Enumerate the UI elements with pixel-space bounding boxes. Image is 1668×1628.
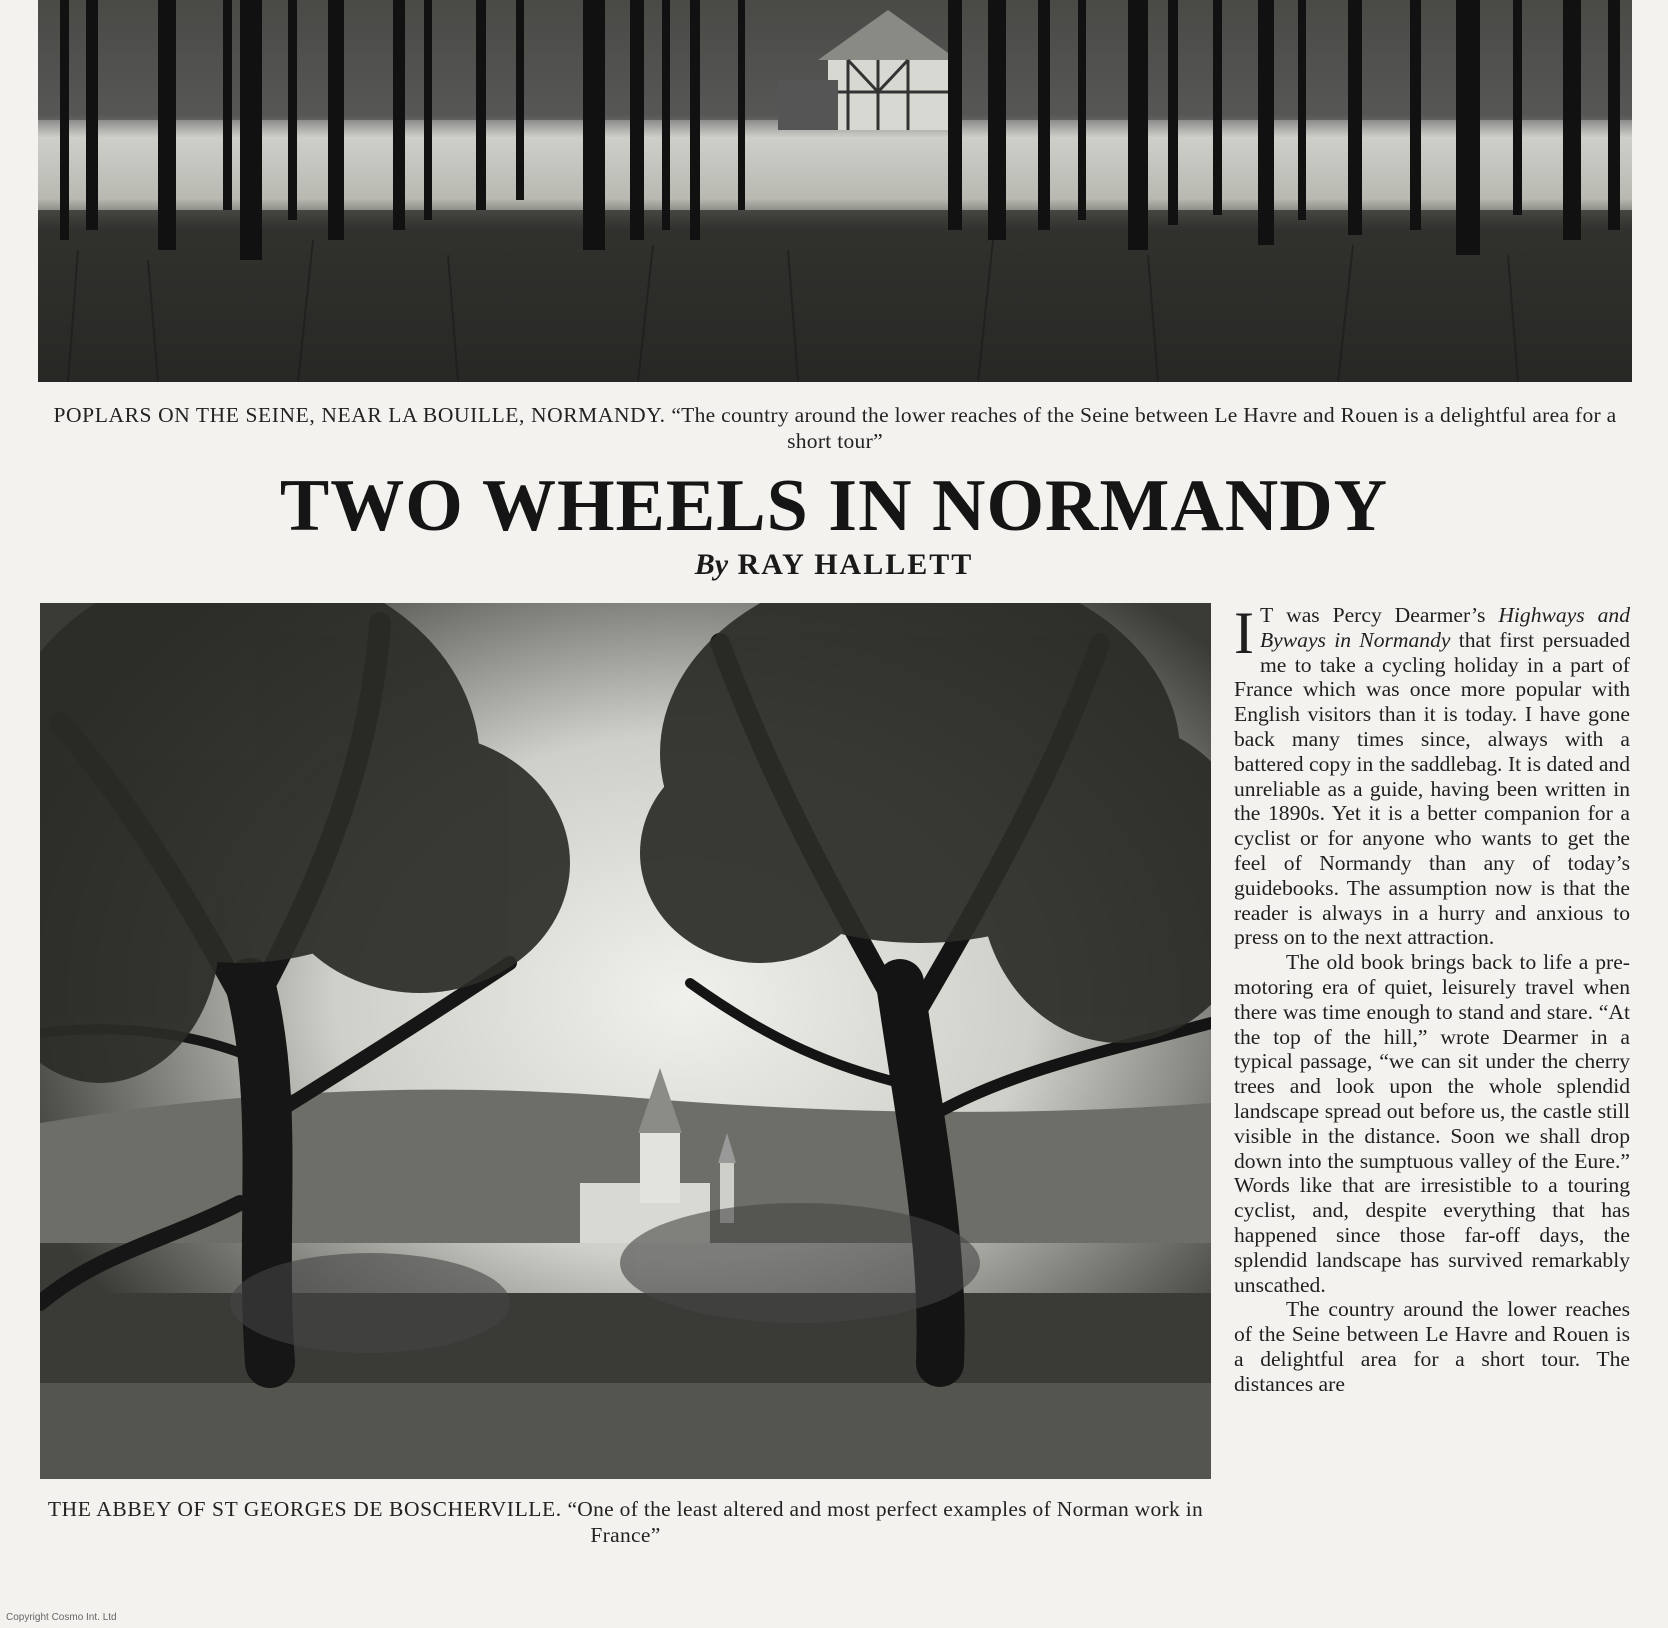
article-paragraph: The old book brings back to life a pre-motoring era of quiet, leisurely travel when there was time enough to stand and stare. “At the top of the hill,” wrote Dearmer in a typical passage, “we can sit under the cherry trees and look upon the whole splendid landscape spread out before us, the castle still visible in the distance. Soon we shall drop down into the sumptuous valley of the Eure.” Words like that are irresistible to a touring cyclist, and, despite everything that has happened since those far-off days, the splendid landscape has survived remarkably unscathed. <box>1234 950 1630 1297</box>
book-title: Highways and Byways in Normandy <box>1259 603 1630 652</box>
opening-smallcaps: T <box>1259 603 1274 627</box>
caption-lead: THE ABBEY OF ST GEORGES DE BOSCHERVILLE. <box>47 1497 562 1521</box>
photo-poplars <box>38 0 1632 382</box>
photo-poplars-image <box>38 0 1632 382</box>
paragraph-text: that first persuaded me to take a cycling holiday in a part of France which was once more popular with English visitors than it is today. I have gone back many times since, always with a battered copy in the saddlebag. It is dated and unreliable as a guide, having been written in the 1890s. Yet it is a better companion for a cyclist or for anyone who wants to get the feel of Normandy than any of today’s guidebooks. The assumption now is that the reader is always in a hurry and anxious to press on to the next attraction. <box>1234 627 1630 950</box>
drop-cap: I <box>1234 600 1254 666</box>
photo-abbey-image <box>40 603 1211 1479</box>
photo-poplars-caption <box>38 402 1632 454</box>
article-paragraph <box>1234 600 1630 950</box>
byline-prefix: By <box>694 548 729 581</box>
article-body <box>1234 600 1630 1397</box>
byline-author: RAY HALLETT <box>737 548 974 581</box>
copyright-notice: Copyright Cosmo Int. Ltd <box>6 1612 117 1623</box>
photo-abbey <box>40 603 1211 1479</box>
photo-abbey-caption <box>40 1496 1211 1548</box>
caption-lead: POPLARS ON THE SEINE, NEAR LA BOUILLE, NORMANDY. <box>53 403 666 427</box>
article-headline: TWO WHEELS IN NORMANDY <box>279 465 1389 547</box>
paragraph-text: was Percy Dearmer’s <box>1273 603 1499 627</box>
caption-quote: “The country around the lower reaches of the Seine between Le Havre and Rouen is a delightful area for a short tour” <box>671 403 1617 453</box>
article-paragraph: The country around the lower reaches of the Seine between Le Havre and Rouen is a delightful area for a short tour. The distances are <box>1234 1297 1630 1396</box>
article-byline <box>0 548 1668 582</box>
caption-quote: “One of the least altered and most perfect examples of Norman work in France” <box>567 1497 1204 1547</box>
